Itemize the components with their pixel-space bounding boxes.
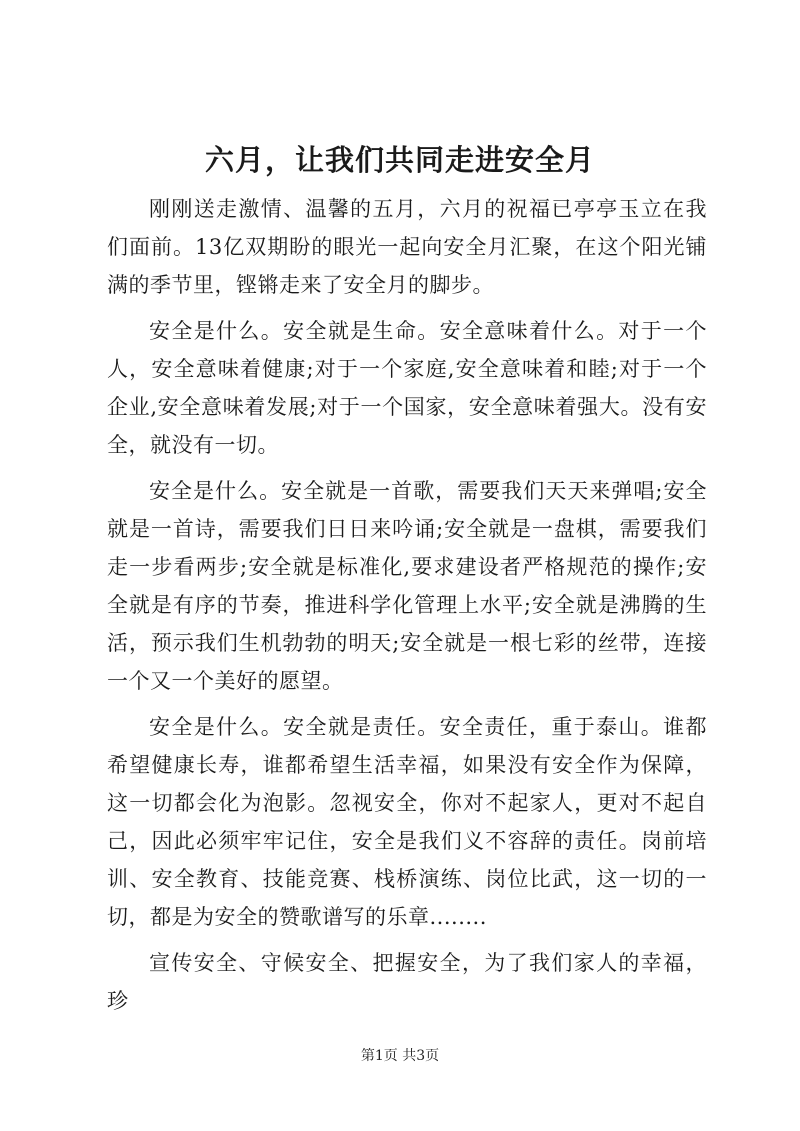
paragraph-3: 安全是什么。安全就是一首歌，需要我们天天来弹唱;安全就是一首诗，需要我们日日来吟诵;安全就是一盘棋，需要我们走一步看两步;安全就是标准化,要求建设者严格规范的操作;安全就是有序的节奏，推进科学化管理上水平;安全就是沸腾的生活，预示我们生机勃勃的明天;安全就是一根七彩的丝带，连接一个又一个美好的愿望。: [107, 479, 707, 693]
paragraph-4: 安全是什么。安全就是责任。安全责任，重于泰山。谁都希望健康长寿，谁都希望生活幸福，如果没有安全作为保障，这一切都会化为泡影。忽视安全，你对不起家人，更对不起自己，因此必须牢牢记住，安全是我们义不容辞的责任。岗前培训、安全教育、技能竞赛、栈桥演练、岗位比武，这一切的一切，都是为安全的赞歌谱写的乐章........: [107, 715, 707, 929]
document-body: [107, 190, 707, 1028]
paragraph-2: 安全是什么。安全就是生命。安全意味着什么。对于一个人，安全意味着健康;对于一个家庭,安全意味着和睦;对于一个企业,安全意味着发展;对于一个国家，安全意味着强大。没有安全，就没有一切。: [107, 319, 707, 457]
page-footer: 第1页 共3页: [360, 1048, 440, 1064]
paragraph-5: 宣传安全、守候安全、把握安全，为了我们家人的幸福，珍: [107, 951, 707, 1013]
document-title: 六月，让我们共同走进安全月: [204, 143, 595, 177]
paragraph-1: 刚刚送走激情、温馨的五月，六月的祝福已亭亭玉立在我们面前。13亿双期盼的眼光一起向安全月汇聚，在这个阳光铺满的季节里，铿锵走来了安全月的脚步。: [107, 197, 707, 297]
